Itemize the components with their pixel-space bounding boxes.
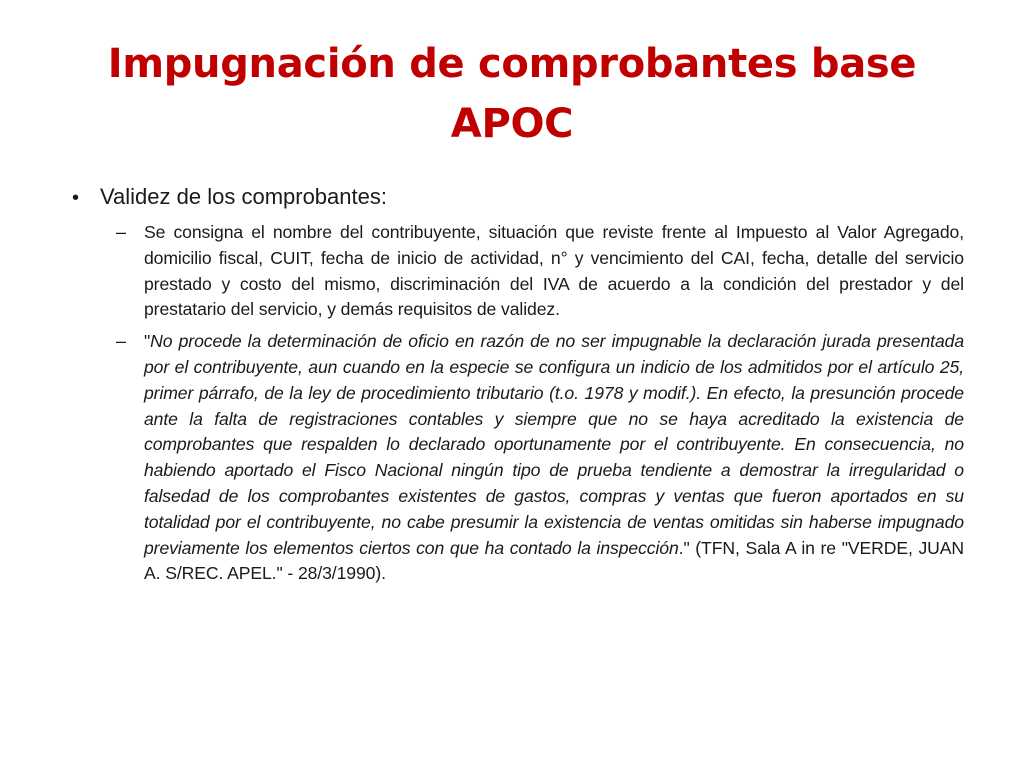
bullet-item	[72, 181, 964, 214]
sub-item-quote	[116, 329, 964, 587]
sub-list	[72, 220, 964, 587]
bullet-icon: •	[72, 187, 80, 209]
quote-citation: ." (TFN, Sala A in re "VERDE, JUAN A. S/REC. APEL." - 28/3/1990).	[144, 537, 964, 584]
quote-italic-text: No procede la determinación de oficio en razón de no ser impugnable la declaración jurada presentada por el contribuyente, aun cuando en la especie se configura un indicio de los admitidos por el artículo 25, primer párrafo, de la ley de procedimiento tributario (t.o. 1978 y modif.). En efecto, la presunción procede ante la falta de registraciones contables y siempre que no se haya acreditado la existencia de comprobantes que respalden lo declarado oportunamente por el contribuyente. En consecuencia, no habiendo aportado el Fisco Nacional ningún tipo de prueba tendiente a demostrar la irregularidad o falsedad de los comprobantes existentes de gastos, compras y ventas que fueron aportados en su totalidad por el contribuyente, no cabe presumir la existencia de ventas omitidas sin haberse impugnado previamente los elementos ciertos con que ha contado la inspección	[144, 331, 964, 558]
sub-item-requirements	[116, 220, 964, 323]
bullet-text: Validez de los comprobantes:	[100, 184, 387, 209]
quote-open: "	[144, 331, 151, 352]
slide-content	[72, 181, 964, 593]
slide-title: Impugnación de comprobantes base APOC	[107, 41, 917, 147]
dash-icon: –	[116, 222, 127, 242]
dash-icon: –	[116, 331, 127, 352]
quote-paragraph	[144, 329, 964, 587]
sub-item-text: Se consigna el nombre del contribuyente, situación que reviste frente al Impuesto al Valor Agregado, domicilio fiscal, CUIT, fecha de inicio de actividad, n° y vencimiento del CAI, fecha, detalle del servicio prestado y costo del mismo, discriminación del IVA de acuerdo a la condición del prestador y del prestatario del servicio, y demás requisitos de validez.	[144, 222, 964, 320]
